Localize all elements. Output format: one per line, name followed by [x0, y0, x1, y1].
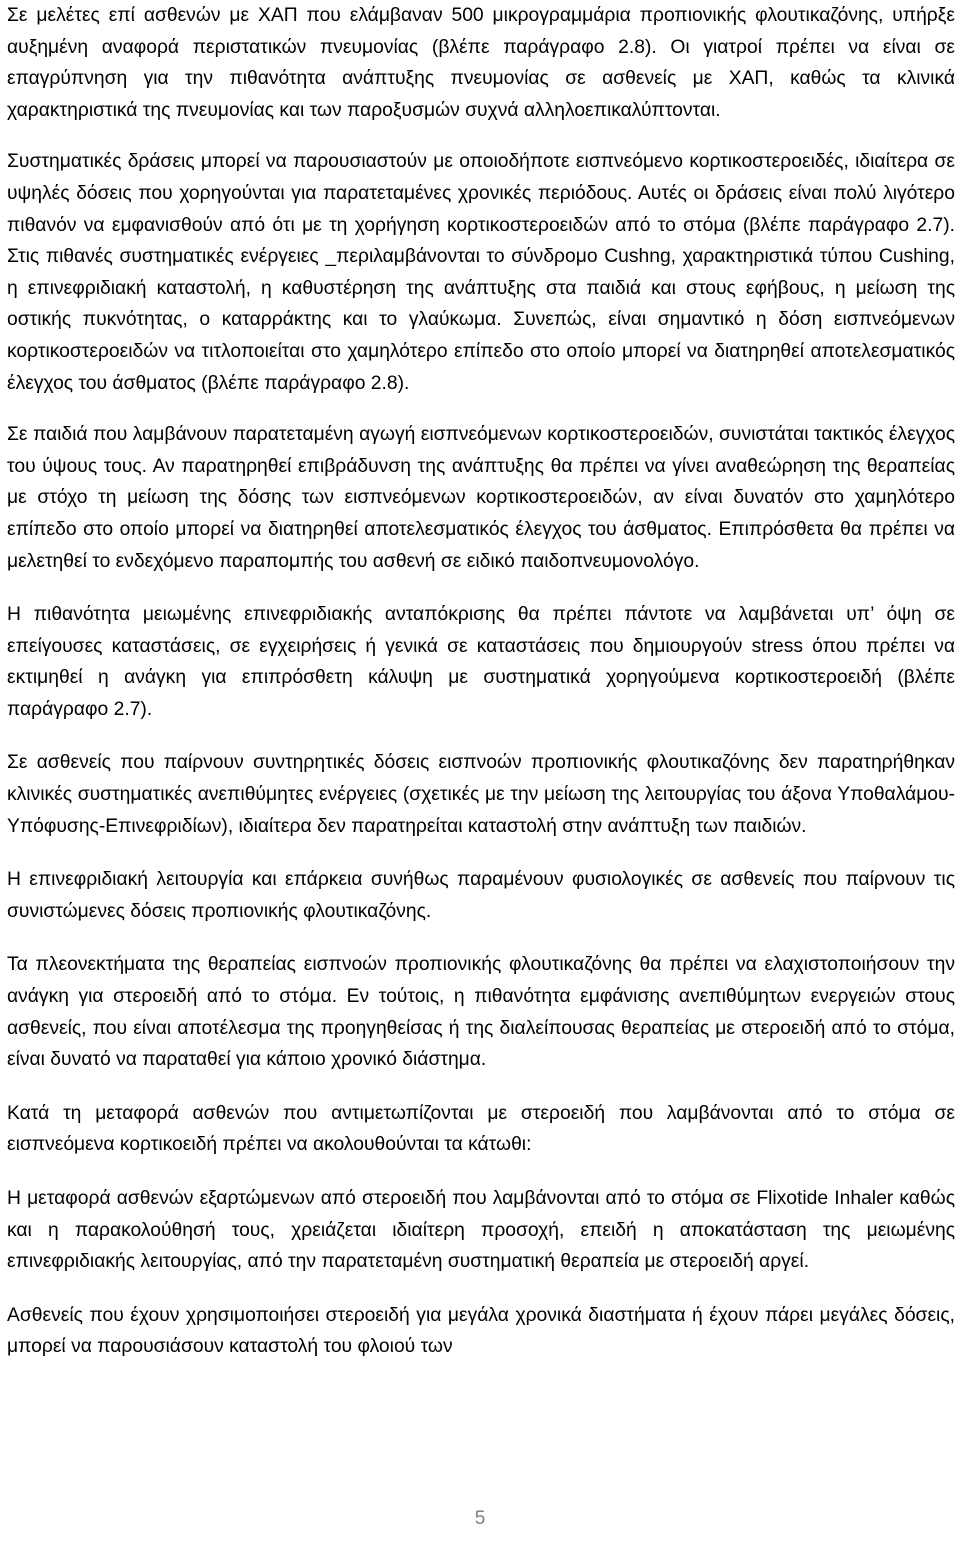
paragraph-1: Σε μελέτες επί ασθενών με ΧΑΠ που ελάμβαναν 500 μικρογραμμάρια προπιονικής φλουτικαζόνης, υπήρξε αυξημένη αναφορά περιστατικών πνευμονίας (βλέπε παράγραφο 2.8). Οι γιατροί πρέπει να είναι σε επαγρύπνηση για την πιθανότητα ανάπτυξης πνευμονίας σε ασθενείς με ΧΑΠ, καθώς τα κλινικά χαρακτηριστικά της πνευμονίας και των παροξυσμών συχνά αλληλοεπικαλύπτονται. — [7, 5, 955, 121]
paragraph-6: Η επινεφριδιακή λειτουργία και επάρκεια συνήθως παραμένουν φυσιολογικές σε ασθενείς που παίρνουν τις συνιστώμενες δόσεις προπιονικής φλουτικαζόνης. — [7, 869, 955, 922]
document-page — [7, 0, 955, 1363]
paragraph-3: Σε παιδιά που λαμβάνουν παρατεταμένη αγωγή εισπνεόμενων κορτικοστεροειδών, συνιστάται τακτικός έλεγχος του ύψους τους. Αν παρατηρηθεί επιβράδυνση της ανάπτυξης θα πρέπει να γίνει αναθεώρηση της θεραπείας με στόχο τη μείωση της δόσης των εισπνεόμενων κορτικοστεροειδών, αν είναι δυνατόν στο χαμηλότερο επίπεδο στο οποίο μπορεί να διατηρηθεί αποτελεσματικός έλεγχος του άσθματος. Επιπρόσθετα θα πρέπει να μελετηθεί το ενδεχόμενο παραπομπής του ασθενή σε ειδικό παιδοπνευμονολόγο. — [7, 424, 955, 572]
paragraph-7: Τα πλεονεκτήματα της θεραπείας εισπνοών προπιονικής φλουτικαζόνης θα πρέπει να ελαχιστοποιήσουν την ανάγκη για στεροειδή από το στόμα. Εν τούτοις, η πιθανότητα εμφάνισης ανεπιθύμητων ενεργειών στους ασθενείς, που είναι αποτέλεσμα της προηγηθείσας ή της διαλείπουσας θεραπείας με στεροειδή από το στόμα, είναι δυνατό να παραταθεί για κάποιο χρονικό διάστημα. — [7, 954, 955, 1071]
paragraph-8: Κατά τη μεταφορά ασθενών που αντιμετωπίζονται με στεροειδή που λαμβάνονται από το στόμα σε εισπνεόμενα κορτικοειδή πρέπει να ακολουθούνται τα κάτωθι: — [7, 1102, 955, 1156]
paragraph-2 — [7, 146, 955, 399]
paragraph-4: Η πιθανότητα μειωμένης επινεφριδιακής ανταπόκρισης θα πρέπει πάντοτε να λαμβάνεται υπ’ όψη σε επείγουσες καταστάσεις, σε εγχειρήσεις ή γενικά σε καταστάσεις που δημιουργούν stress όπου πρέπει να εκτιμηθεί η ανάγκη για επιπρόσθετη κάλυψη με συστηματικά χορηγούμενα κορτικοστεροειδή (βλέπε παράγραφο 2.7). — [7, 604, 955, 720]
paragraph-2-part-2: περιλαμβάνονται το σύνδρομο Cushng, χαρακτηριστικά τύπου Cushing, η επινεφριδιακή καταστολή, η καθυστέρηση της ανάπτυξης στα παιδιά και στους εφήβους, η μείωση της οστικής πυκνότητας, ο καταρράκτης και το γλαύκωμα. Συνεπώς, είναι σημαντικό η δόση εισπνεόμενων κορτικοστεροειδών να τιτλοποιείται στο χαμηλότερο επίπεδο στο οποίο μπορεί να διατηρηθεί αποτελεσματικός έλεγχος του άσθματος (βλέπε παράγραφο 2.8). — [7, 246, 955, 394]
paragraph-2-underscore: _ — [325, 246, 337, 268]
page-number: 5 — [474, 1508, 486, 1529]
paragraph-9: Η μεταφορά ασθενών εξαρτώμενων από στεροειδή που λαμβάνονται από το στόμα σε Flixotide Inhaler καθώς και η παρακολούθησή τους, χρειάζεται ιδιαίτερη προσοχή, επειδή η αποκατάσταση της μειωμένης επινεφριδιακής λειτουργίας, από την παρατεταμένη συστηματική θεραπεία με στεροειδή αργεί. — [7, 1188, 955, 1273]
paragraph-5: Σε ασθενείς που παίρνουν συντηρητικές δόσεις εισπνοών προπιονικής φλουτικαζόνης δεν παρατηρήθηκαν κλινικές συστηματικές ανεπιθύμητες ενέργειες (σχετικές με την μείωση της λειτουργίας του άξονα Υποθαλάμου-Υπόφυσης-Επινεφριδίων), ιδιαίτερα δεν παρατηρείται καταστολή στην ανάπτυξη των παιδιών. — [7, 752, 955, 837]
paragraph-2-part-1: Συστηματικές δράσεις μπορεί να παρουσιαστούν με οποιοδήποτε εισπνεόμενο κορτικοστεροειδές, ιδιαίτερα σε υψηλές δόσεις που χορηγούνται για παρατεταμένες χρονικές περιόδους. Αυτές οι δράσεις είναι πολύ λιγότερο πιθανόν να εμφανισθούν από ότι με τη χορήγηση κορτικοστεροειδών από το στόμα (βλέπε παράγραφο 2.7). Στις πιθανές συστηματικές ενέργειες — [7, 151, 955, 268]
paragraph-10: Ασθενείς που έχουν χρησιμοποιήσει στεροειδή για μεγάλα χρονικά διαστήματα ή έχουν πάρει μεγάλες δόσεις, μπορεί να παρουσιάσουν καταστολή του φλοιού των — [7, 1304, 955, 1358]
